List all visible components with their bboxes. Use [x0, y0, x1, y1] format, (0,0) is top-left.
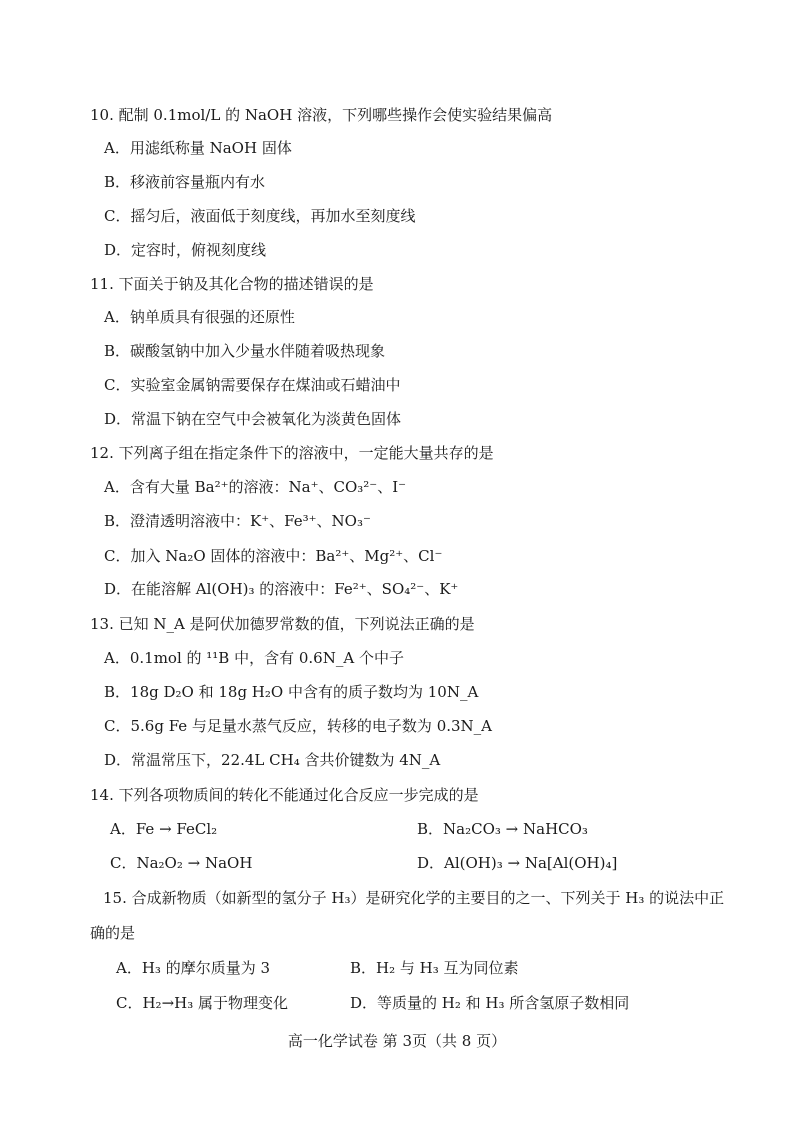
- question-15-stem-line1: 15. 合成新物质（如新型的氢分子 H₃）是研究化学的主要目的之一、下列关于 H₃ 的说法中正: [103, 889, 725, 907]
- question-12-stem: 12. 下列离子组在指定条件下的溶液中，一定能大量共存的是: [90, 444, 494, 462]
- question-10-stem: 10. 配制 0.1mol/L 的 NaOH 溶液，下列哪些操作会使实验结果偏高: [90, 106, 553, 124]
- question-14-option-d: D．Al(OH)₃ → Na[Al(OH)₄]: [417, 854, 618, 872]
- question-10-option-a: A．用滤纸称量 NaOH 固体: [104, 139, 292, 157]
- question-15-option-d: D．等质量的 H₂ 和 H₃ 所含氢原子数相同: [350, 994, 630, 1012]
- question-11-option-c: C．实验室金属钠需要保存在煤油或石蜡油中: [104, 376, 401, 394]
- question-11-option-b: B．碳酸氢钠中加入少量水伴随着吸热现象: [104, 342, 386, 360]
- question-12-option-b: B．澄清透明溶液中：K⁺、Fe³⁺、NO₃⁻: [104, 512, 371, 530]
- question-10-option-b: B．移液前容量瓶内有水: [104, 173, 266, 191]
- question-11-stem: 11. 下面关于钠及其化合物的描述错误的是: [90, 275, 374, 293]
- question-13-option-a: A．0.1mol 的 ¹¹B 中，含有 0.6N_A 个中子: [104, 649, 404, 667]
- question-15-stem-line2: 确的是: [90, 924, 136, 942]
- question-12-option-a: A．含有大量 Ba²⁺的溶液：Na⁺、CO₃²⁻、I⁻: [104, 478, 407, 496]
- question-11-option-d: D．常温下钠在空气中会被氧化为淡黄色固体: [104, 410, 402, 428]
- question-13-option-d: D．常温常压下，22.4L CH₄ 含共价键数为 4N_A: [104, 751, 441, 769]
- question-15-option-a: A．H₃ 的摩尔质量为 3: [116, 959, 271, 977]
- question-10-option-c: C．摇匀后，液面低于刻度线，再加水至刻度线: [104, 207, 416, 225]
- question-14-option-a: A．Fe → FeCl₂: [110, 820, 218, 838]
- question-15-option-b: B．H₂ 与 H₃ 互为同位素: [350, 959, 519, 977]
- question-11-option-a: A．钠单质具有很强的还原性: [104, 308, 295, 326]
- question-14-stem: 14. 下列各项物质间的转化不能通过化合反应一步完成的是: [90, 786, 479, 804]
- question-13-stem: 13. 已知 N_A 是阿伏加德罗常数的值，下列说法正确的是: [90, 615, 475, 633]
- question-15-option-c: C．H₂→H₃ 属于物理变化: [116, 994, 289, 1012]
- question-13-option-c: C．5.6g Fe 与足量水蒸气反应，转移的电子数为 0.3N_A: [104, 717, 493, 735]
- question-10-option-d: D．定容时，俯视刻度线: [104, 241, 267, 259]
- question-14-option-c: C．Na₂O₂ → NaOH: [110, 854, 253, 872]
- page-footer: 高一化学试卷 第 3页（共 8 页）: [287, 1032, 507, 1050]
- question-14-option-b: B．Na₂CO₃ → NaHCO₃: [417, 820, 588, 838]
- question-12-option-d: D．在能溶解 Al(OH)₃ 的溶液中：Fe²⁺、SO₄²⁻、K⁺: [104, 580, 459, 598]
- question-12-option-c: C．加入 Na₂O 固体的溶液中：Ba²⁺、Mg²⁺、Cl⁻: [104, 547, 443, 565]
- question-13-option-b: B．18g D₂O 和 18g H₂O 中含有的质子数均为 10N_A: [104, 683, 479, 701]
